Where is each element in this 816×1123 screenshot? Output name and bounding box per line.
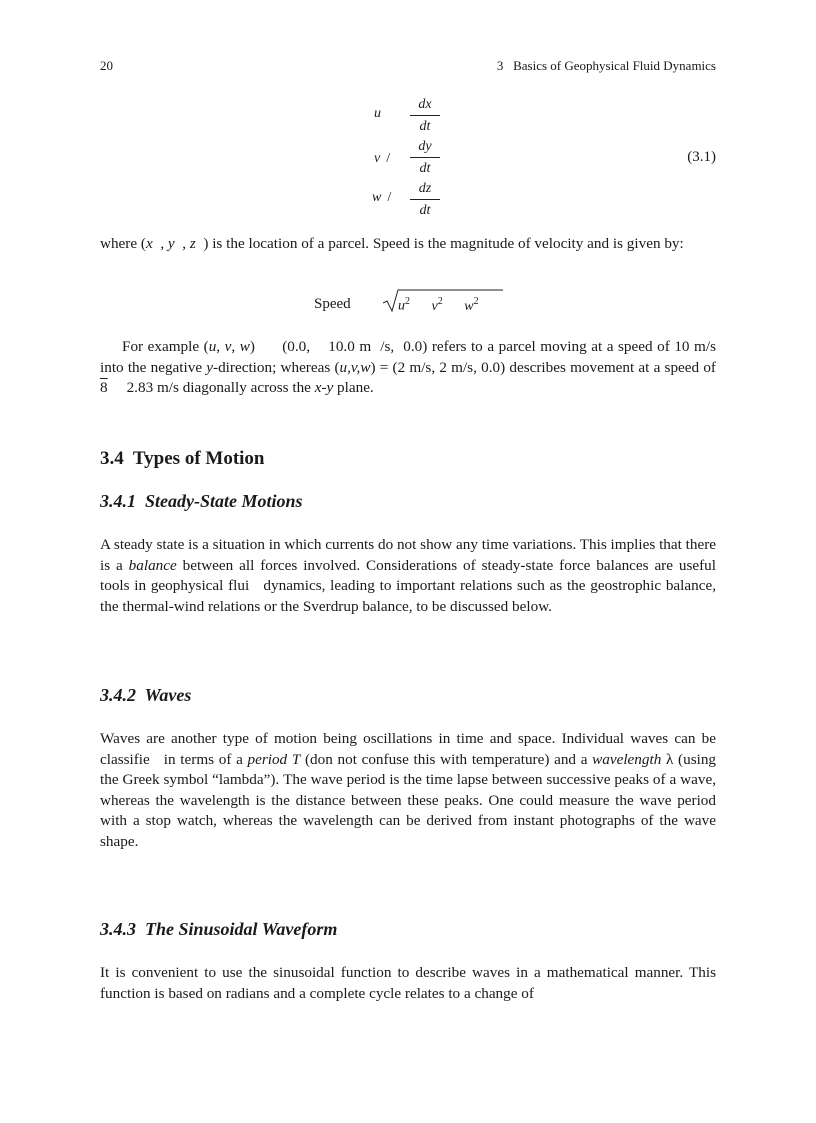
eq-row3-denominator: dt (419, 203, 431, 218)
paragraph-velocity-example: For example (u, v, w) (0.0, 10.0 m /s, 0.0) refers to a parcel moving at a speed of 10 m/s into the negative y-direction; whereas (u,v,w) = (2 m/s, 2 m/s, 0.0) describes movement at a speed of 8 2.83 m/s diagonally across the x-y plane. (100, 338, 732, 396)
eq-row1-fraction (410, 96, 440, 135)
paragraph-sinusoidal: It is convenient to use the sinusoidal function to describe waves in a mathematical manner. This function is based on radians and a complete cycle relates to a change of (100, 964, 716, 1002)
page-number: 20 (100, 58, 113, 73)
equation-number: (3.1) (687, 149, 716, 165)
paragraph-waves: Waves are another type of motion being oscillations in time and space. Individual waves can be classifie in terms of a period T (don not confuse this with temperature) and a wavelength λ (using the Greek symbol “lambda”). The wave period is the time lapse between successive peaks of a wave, whereas the wavelength is the distance between these peaks. One could measure the wave period with a stop watch, whereas the wavelength can be derived from instant photographs of the wave shape. (100, 730, 720, 850)
running-title: 3 Basics of Geophysical Fluid Dynamics (496, 58, 716, 73)
section-heading-types-of-motion: 3.4 Types of Motion (100, 448, 265, 469)
eq-row1-numerator: dx (418, 97, 432, 112)
eq-row3-numerator: dz (418, 181, 432, 196)
eq-row1-lhs: u (374, 106, 381, 121)
fraction-bar (410, 157, 440, 158)
eq-row2-lhs: v / (374, 151, 391, 166)
fraction-bar (410, 199, 440, 200)
eq-row1-denominator: dt (419, 119, 431, 134)
speed-label: Speed (314, 296, 351, 312)
paragraph-steady-state: A steady state is a situation in which currents do not show any time variations. This implies that there is a balance between all forces involved. Considerations of steady-state force balances are useful tools in geophysical flui dynamics, leading to important relations such as the geostrophic balance, the thermal-wind relations or the Sverdrup balance, to be discussed below. (100, 536, 720, 615)
sqrt-eight: 8 (100, 379, 108, 396)
speed-radicand: $u^2$ $v^2$ $w^2$ (398, 296, 479, 314)
subsection-heading-waves: 3.4.2 Waves (100, 685, 192, 705)
subsection-heading-steady-state: 3.4.1 Steady-State Motions (100, 491, 303, 511)
eq-row2-fraction (410, 138, 440, 177)
eq-row3-lhs: w / (372, 190, 392, 205)
paragraph-parcel-location: where (x , y , z ) is the location of a parcel. Speed is the magnitude of velocity and is given by: (100, 235, 684, 252)
subsection-heading-sinusoidal-waveform: 3.4.3 The Sinusoidal Waveform (100, 919, 338, 939)
eq-row2-numerator: dy (418, 139, 432, 154)
eq-row3-fraction (410, 180, 440, 219)
fraction-bar (410, 115, 440, 116)
eq-row2-denominator: dt (419, 161, 431, 176)
